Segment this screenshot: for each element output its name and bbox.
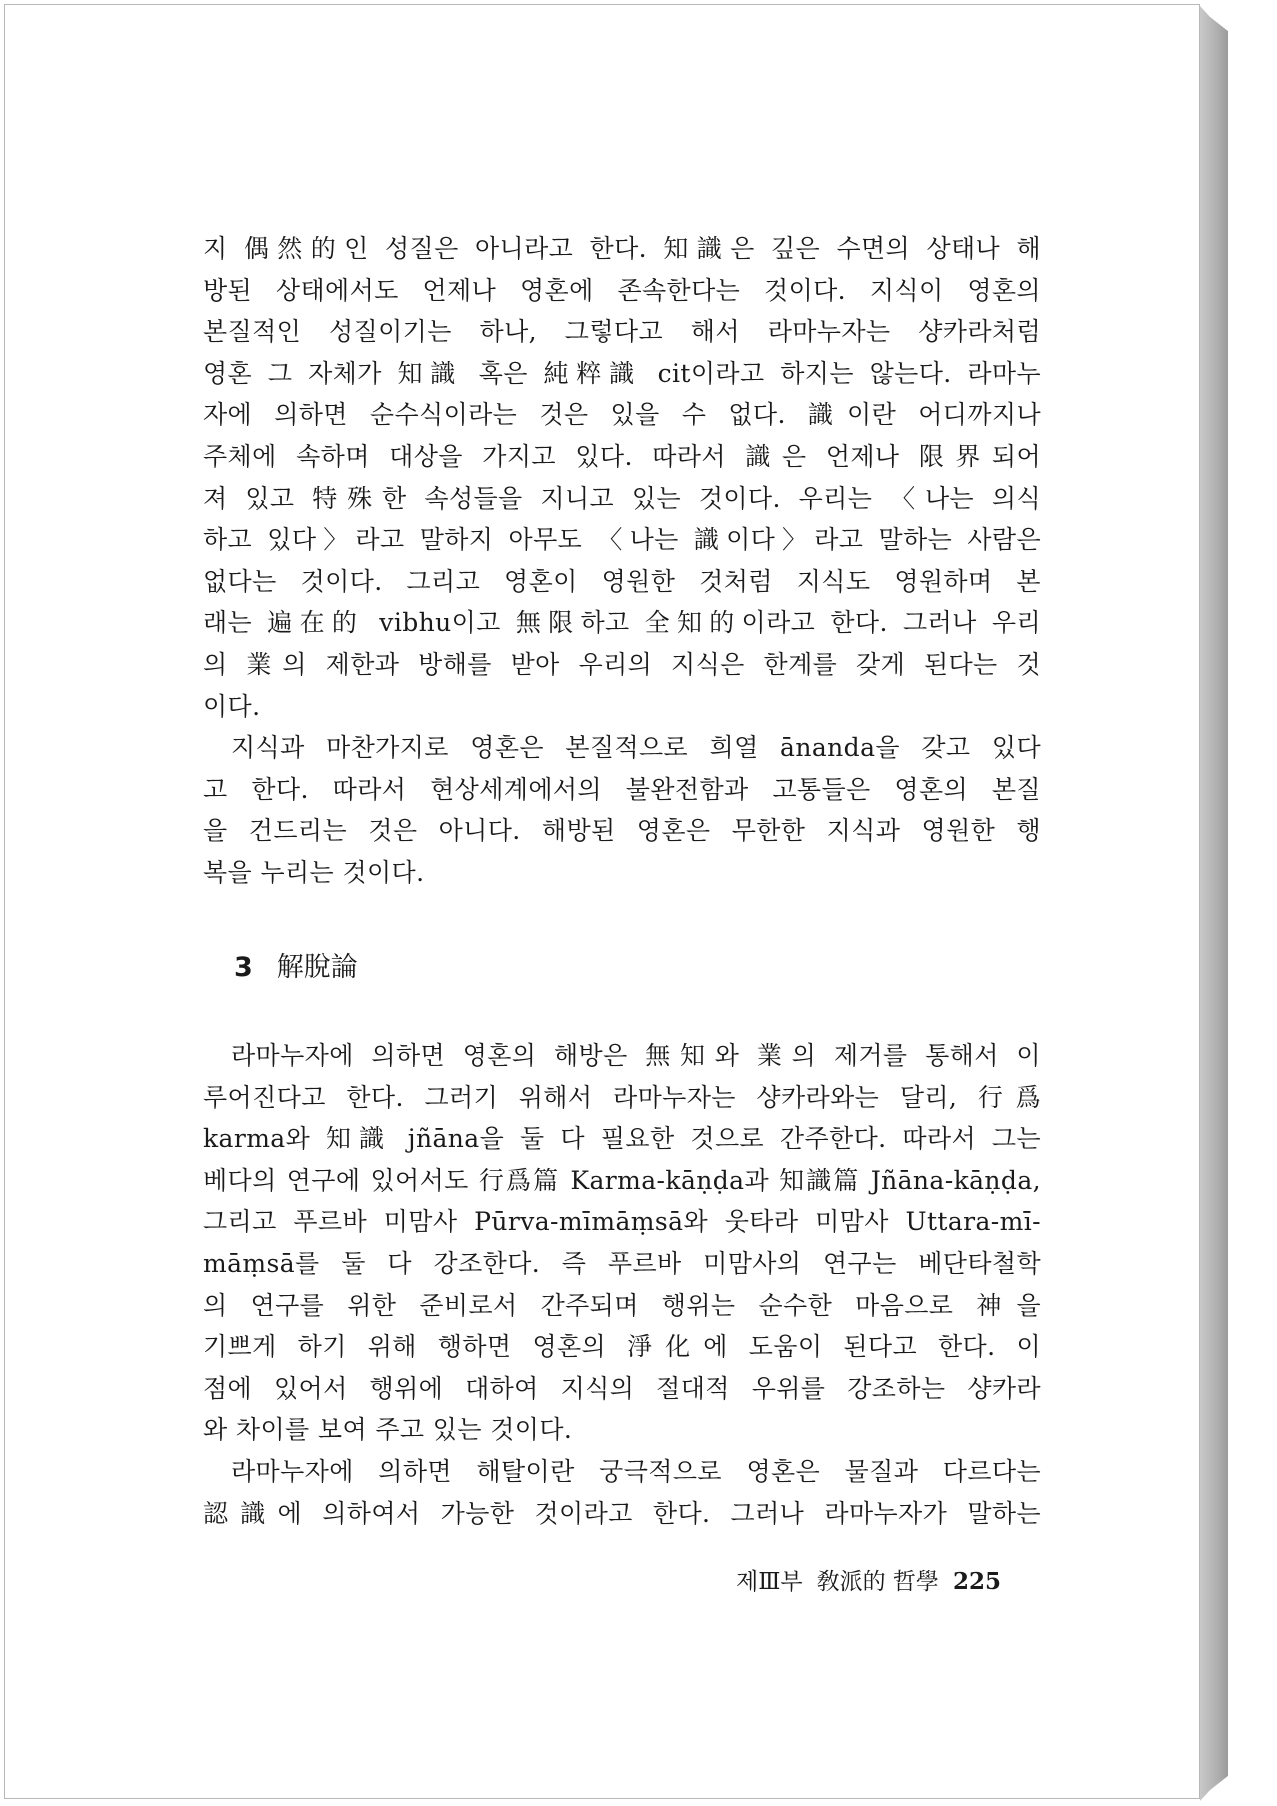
footer-chapter: 敎派的 哲學	[816, 1569, 939, 1595]
section-title: 解脫論	[276, 952, 358, 983]
text-line: 하고 있다〉라고 말하지 아무도 〈나는 識이다〉라고 말하는 사람은	[203, 525, 1041, 555]
section-heading	[234, 946, 358, 990]
text-line: 이다.	[203, 691, 261, 721]
text-line: 자에 의하면 순수식이라는 것은 있을 수 없다. 識이란 어디까지나	[203, 400, 1041, 430]
text-line: karma와 知識 jñāna을 둘 다 필요한 것으로 간주한다. 따라서 그는	[203, 1124, 1041, 1154]
text-line: 의 業의 제한과 방해를 받아 우리의 지식은 한계를 갖게 된다는 것	[203, 649, 1041, 679]
text-line: māṃsā를 둘 다 강조한다. 즉 푸르바 미맘사의 연구는 베단타철학	[203, 1248, 1041, 1278]
text-line: 영혼 그 자체가 知識 혹은 純粹識 cit이라고 하지는 않는다. 라마누	[203, 358, 1041, 388]
text-line: 지 偶然的인 성질은 아니라고 한다. 知識은 깊은 수면의 상태나 해	[203, 234, 1041, 263]
text-line: 방된 상태에서도 언제나 영혼에 존속한다는 것이다. 지식이 영혼의	[203, 275, 1041, 305]
text-line: 없다는 것이다. 그리고 영혼이 영원한 것처럼 지식도 영원하며 본	[203, 566, 1041, 596]
text-line: 져 있고 特殊한 속성들을 지니고 있는 것이다. 우리는 〈나는 의식	[203, 483, 1041, 513]
text-line: 복을 누리는 것이다.	[203, 857, 425, 887]
footer-part: 제Ⅲ부	[736, 1569, 803, 1595]
text-line: 라마누자에 의하면 해탈이란 궁극적으로 영혼은 물질과 다르다는	[231, 1456, 1041, 1486]
text-line: 그리고 푸르바 미맘사 Pūrva-mīmāṃsā와 웃타라 미맘사 Uttara-mī-	[203, 1207, 1041, 1237]
text-line: 기쁘게 하기 위해 행하면 영혼의 淨化에 도움이 된다고 한다. 이	[203, 1332, 1041, 1362]
page-number: 225	[952, 1568, 1001, 1595]
text-line: 와 차이를 보여 주고 있는 것이다.	[203, 1415, 573, 1445]
body-text-after-section	[203, 1035, 1041, 1534]
running-footer	[736, 1564, 1001, 1600]
text-line: 점에 있어서 행위에 대하여 지식의 절대적 우위를 강조하는 샹카라	[203, 1373, 1041, 1403]
book-spine-edge	[1200, 6, 1228, 1801]
text-line: 지식과 마찬가지로 영혼은 본질적으로 희열 ānanda을 갖고 있다	[231, 733, 1041, 763]
text-line: 본질적인 성질이기는 하나, 그렇다고 해서 라마누자는 샹카라처럼	[203, 317, 1041, 347]
text-line: 認識에 의하여서 가능한 것이라고 한다. 그러나 라마누자가 말하는	[203, 1498, 1041, 1528]
section-number: 3	[234, 952, 253, 983]
text-line: 고 한다. 따라서 현상세계에서의 불완전함과 고통들은 영혼의 본질	[203, 774, 1041, 804]
text-line: 주체에 속하며 대상을 가지고 있다. 따라서 識은 언제나 限界되어	[203, 441, 1041, 471]
text-line: 을 건드리는 것은 아니다. 해방된 영혼은 무한한 지식과 영원한 행	[203, 816, 1041, 846]
body-text-before-section	[203, 228, 1041, 894]
text-line: 라마누자에 의하면 영혼의 해방은 無知와 業의 제거를 통해서 이	[231, 1041, 1041, 1070]
text-line: 의 연구를 위한 준비로서 간주되며 행위는 순수한 마음으로 神을	[203, 1290, 1041, 1320]
text-line: 래는 遍在的 vibhu이고 無限하고 全知的이라고 한다. 그러나 우리	[203, 608, 1041, 638]
text-line: 루어진다고 한다. 그러기 위해서 라마누자는 샹카라와는 달리, 行爲	[203, 1082, 1041, 1112]
text-line: 베다의 연구에 있어서도 行爲篇 Karma-kāṇḍa과 知識篇 Jñāna-kāṇḍa,	[203, 1165, 1041, 1195]
